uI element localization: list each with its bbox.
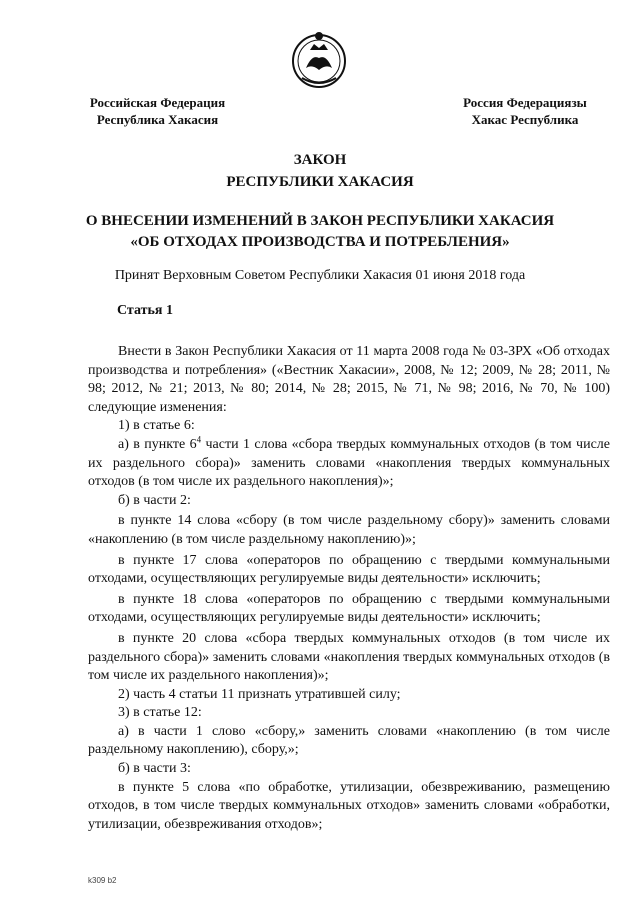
paragraph: 1) в статье 6: [118,418,195,434]
adoption-statement: Принят Верховным Советом Республики Хакасия 01 июня 2018 года [114,268,526,283]
paragraph: 3) в статье 12: [118,705,202,721]
law-title: ЗАКОН [293,152,347,168]
law-subject-line1: О ВНЕСЕНИИ ИЗМЕНЕНИЙ В ЗАКОН РЕСПУБЛИКИ ХАКАСИЯ [85,213,555,229]
header-left [80,94,235,128]
paragraph: а) в части 1 слово «сбору,» заменить словами «накоплению (в том числе раздельному накоплению), сбору,»; [88,723,610,758]
law-title-republic: РЕСПУБЛИКИ ХАКАСИЯ [226,174,414,190]
document-code: k309 b2 [88,876,117,885]
paragraph: в пункте 14 слова «сбору (в том числе раздельному сбору)» заменить словами «накоплению (в том числе раздельному накоплению)»; [88,513,610,547]
law-body [88,343,610,834]
paragraph: Внести в Закон Республики Хакасия от 11 марта 2008 года № 03-ЗРХ «Об отходах производства и потребления» («Вестник Хакасии», 2008, № 12; 2009, № 28; 2011, № 98; 2012, № 21; 2013, № 80; 2014, № 28; 2015, № 71, № 98; 2016, № 70, № 100) следующие изменения: [88,344,610,415]
header-left-country: Российская Федерация [89,95,226,110]
paragraph: в пункте 5 слова «по обработке, утилизации, обезвреживанию, размещению отходов, в том числе твердых коммунальных отходов» заменить словами «обработки, утилизации, обезвреживания отходов»; [88,779,610,832]
header-left-republic: Республика Хакасия [96,112,219,127]
header-right-country: Россия Федерациязы [463,95,587,110]
paragraph: 2) часть 4 статьи 11 признать утратившей силу; [118,686,401,702]
paragraph: б) в части 2: [118,492,191,508]
article-heading: Статья 1 [117,303,173,318]
paragraph: в пункте 18 слова «операторов по обращению с твердыми коммунальными отходами, осуществляющих регулируемые виды деятельности» исключить; [88,591,610,626]
paragraph: а) в пункте $6^4$ части 1 слова «сбора твердых коммунальных отходов (в том числе их раздельного сбора)» заменить словами «накопления твердых коммунальных отходов (в том числе их раздельного накопления)»; [88,434,611,490]
paragraph: в пункте 17 слова «операторов по обращению с твердыми коммунальными отходами, осуществляющих регулируемые виды деятельности» исключить; [88,552,610,587]
republic-emblem-icon [290,28,348,90]
law-subject-line2: «ОБ ОТХОДАХ ПРОИЗВОДСТВА И ПОТРЕБЛЕНИЯ» [130,234,510,250]
header-right-republic: Хакас Республика [471,112,579,127]
header-right [440,94,610,128]
paragraph: в пункте 20 слова «сбора твердых коммунальных отходов (в том числе их раздельного сбора)» заменить словами «накопления твердых коммунальных отходов (в том числе их раздельного накопления)»; [88,630,610,684]
paragraph: б) в части 3: [118,761,191,777]
